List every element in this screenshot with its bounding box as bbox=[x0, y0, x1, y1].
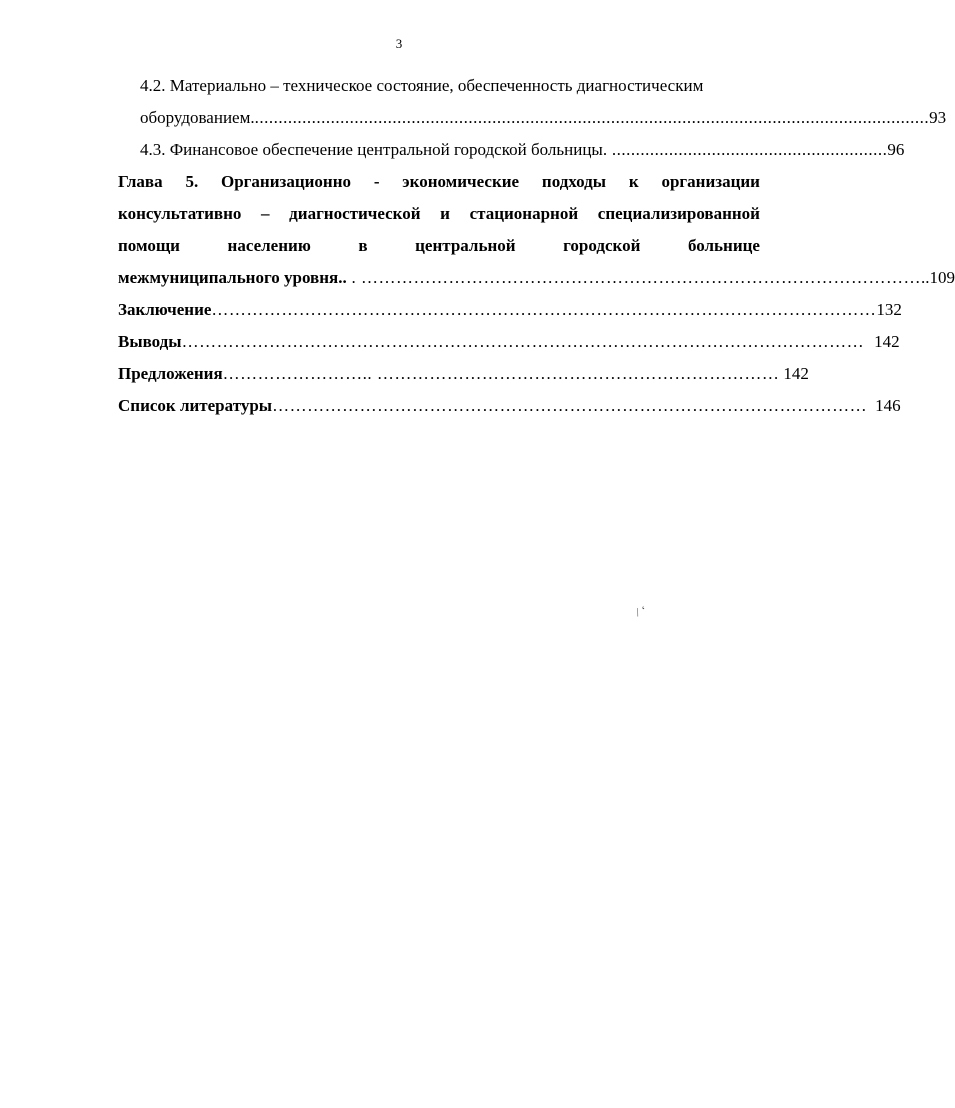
toc-item-4-2-title-cont: оборудованием. bbox=[140, 108, 255, 127]
toc-findings bbox=[118, 326, 900, 358]
word: больнице bbox=[687, 236, 760, 255]
toc-conclusion-page: 132 bbox=[876, 300, 902, 319]
word: специализированной bbox=[597, 204, 760, 223]
word: подходы bbox=[541, 172, 607, 191]
toc-findings-page: 142 bbox=[874, 332, 900, 351]
word: и bbox=[440, 204, 450, 223]
word: диагностической bbox=[289, 204, 421, 223]
toc-conclusion bbox=[118, 294, 902, 326]
pen-mark: / ʻ bbox=[633, 602, 649, 620]
toc-item-4-3-title: 4.3. Финансовое обеспечение центральной городской больницы. bbox=[140, 140, 608, 159]
word: консультативно bbox=[118, 204, 242, 223]
toc-references bbox=[118, 390, 901, 422]
toc-chapter-5-page: ..109 bbox=[920, 268, 955, 287]
toc-references-page: 146 bbox=[875, 396, 901, 415]
toc-references-title: Список литературы bbox=[118, 396, 273, 415]
toc-findings-title: Выводы bbox=[118, 332, 182, 351]
toc-proposals-title: Предложения bbox=[118, 364, 223, 383]
table-of-contents bbox=[118, 70, 955, 422]
word: Глава bbox=[118, 172, 163, 191]
word: 5. bbox=[185, 172, 199, 191]
word: городской bbox=[563, 236, 641, 255]
toc-chapter-5 bbox=[118, 166, 955, 294]
toc-item-4-2-title-line2 bbox=[140, 102, 947, 134]
toc-item-4-3-page: 96 bbox=[887, 140, 905, 159]
dot-leader: …………………….. …………………………………………………………… bbox=[222, 364, 780, 383]
word: - bbox=[373, 172, 380, 191]
toc-item-4-2 bbox=[118, 70, 947, 134]
word: населению bbox=[227, 236, 311, 255]
toc-proposals bbox=[118, 358, 809, 390]
word: стационарной bbox=[469, 204, 579, 223]
word: организации bbox=[661, 172, 760, 191]
word: помощи bbox=[118, 236, 180, 255]
word: к bbox=[628, 172, 639, 191]
word: Организационно bbox=[221, 172, 351, 191]
word: – bbox=[261, 204, 270, 223]
toc-chapter-5-line3 bbox=[118, 230, 760, 262]
toc-proposals-page: 142 bbox=[783, 364, 809, 383]
toc-chapter-5-line2 bbox=[118, 198, 760, 230]
toc-item-4-2-page: 93 bbox=[929, 108, 947, 127]
word: центральной bbox=[415, 236, 516, 255]
toc-item-4-2-title-line1: 4.2. Материально – техническое состояние, обеспеченность диагностическим bbox=[140, 76, 704, 95]
word: в bbox=[358, 236, 368, 255]
word: экономические bbox=[402, 172, 520, 191]
toc-chapter-5-title-cont: межмуниципального уровня.. bbox=[118, 268, 347, 287]
dot-leader: …………………………………………………………………………………………………… bbox=[211, 300, 877, 319]
toc-chapter-5-line4 bbox=[118, 262, 955, 294]
page-number: 3 bbox=[395, 36, 403, 51]
dot-leader: . …………………………………………………………………………………… bbox=[346, 268, 921, 287]
toc-chapter-5-line1 bbox=[118, 166, 760, 198]
dot-leader: ……………………………………………………………………………………………………… bbox=[181, 332, 865, 351]
toc-conclusion-title: Заключение bbox=[118, 300, 212, 319]
dot-leader: ………………………………………………………………………………………… bbox=[272, 396, 868, 415]
dot-leader: .......................................................... bbox=[607, 140, 888, 159]
dot-leader: .............................................................................................................................................. bbox=[254, 108, 930, 127]
toc-item-4-3 bbox=[118, 134, 905, 166]
